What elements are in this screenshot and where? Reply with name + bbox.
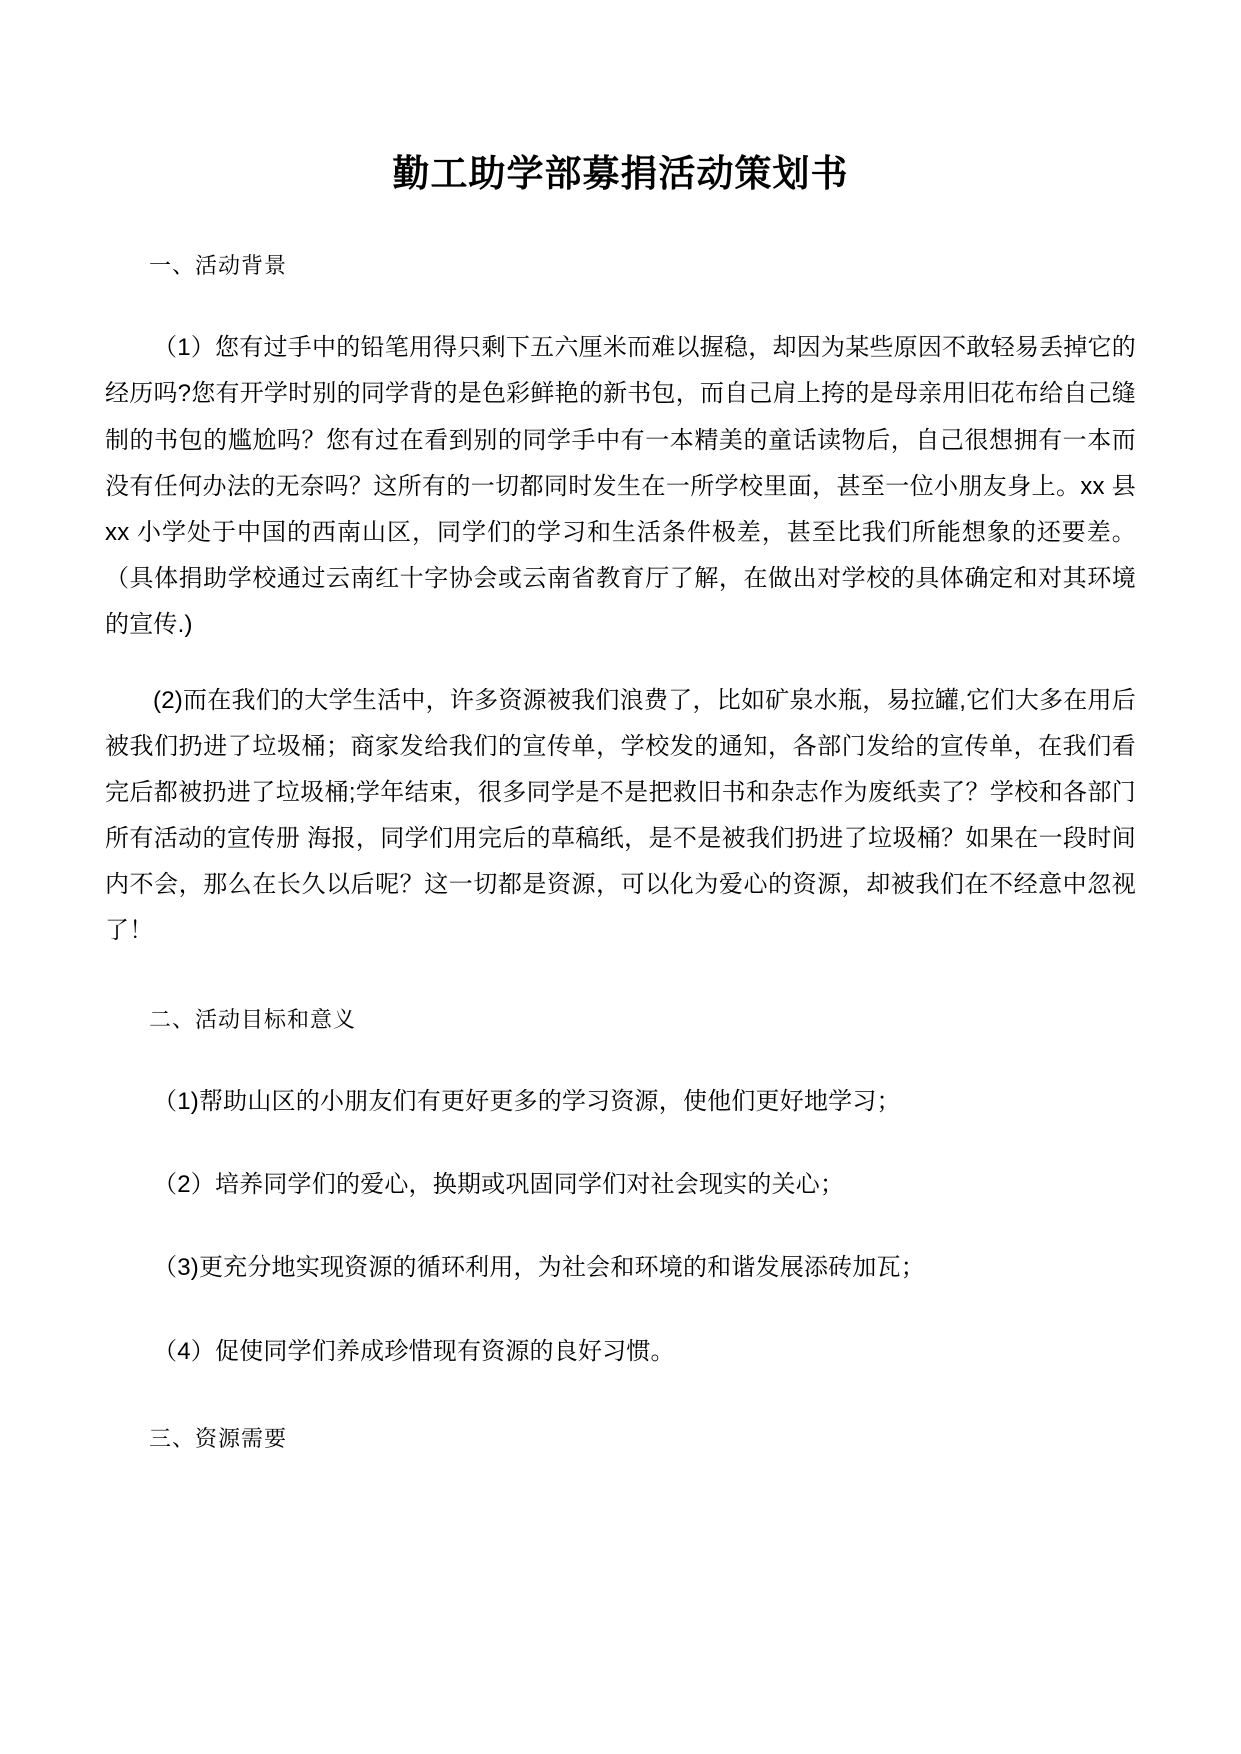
- section-heading-1: 一、活动背景: [149, 252, 288, 278]
- section-heading-2: 二、活动目标和意义: [149, 1007, 357, 1033]
- paragraph-goal-1: （1)帮助山区的小朋友们有更好更多的学习资源，使他们更好地学习；: [153, 1088, 901, 1115]
- page-title: 勤工助学部募捐活动策划书: [392, 153, 849, 194]
- paragraph-goal-4: （4）促使同学们养成珍惜现有资源的良好习惯。: [153, 1337, 675, 1365]
- paragraph-goal-3: （3)更充分地实现资源的循环利用，为社会和环境的和谐发展添砖加瓦；: [153, 1254, 925, 1282]
- paragraph-goal-2: （2）培养同学们的爱心，换期或巩固同学们对社会现实的关心；: [153, 1171, 845, 1199]
- section-heading-3: 三、资源需要: [149, 1425, 288, 1451]
- paragraph-background-1: （1）您有过手中的铅笔用得只剩下五六厘米而难以握稳，却因为某些原因不敢轻易丢掉它的经历吗?您有开学时别的同学背的是色彩鲜艳的新书包，而自己肩上挎的是母亲用旧花布给自己缝制的书包的尴尬吗？您有过在看到别的同学手中有一本精美的童话读物后，自己很想拥有一本而没有任何办法的无奈吗？这所有的一切都同时发生在一所学校里面，甚至一位小朋友身上。xx 县 xx 小学处于中国的西南山区，同学们的学习和生活条件极差，甚至比我们所能想象的还要差。（具体捐助学校通过云南红十字协会或云南省教育厅了解，在做出对学校的具体确定和对其环境的宣传.): [105, 334, 1136, 638]
- paragraph-background-2: (2)而在我们的大学生活中，许多资源被我们浪费了，比如矿泉水瓶，易拉罐,它们大多在用后被我们扔进了垃圾桶；商家发给我们的宣传单，学校发的通知，各部门发给的宣传单，在我们看完后都被扔进了垃圾桶;学年结束，很多同学是不是把救旧书和杂志作为废纸卖了？学校和各部门所有活动的宣传册 海报，同学们用完后的草稿纸，是不是被我们扔进了垃圾桶？如果在一段时间内不会，那么在长久以后呢？这一切都是资源，可以化为爱心的资源，却被我们在不经意中忽视了！: [105, 686, 1136, 945]
